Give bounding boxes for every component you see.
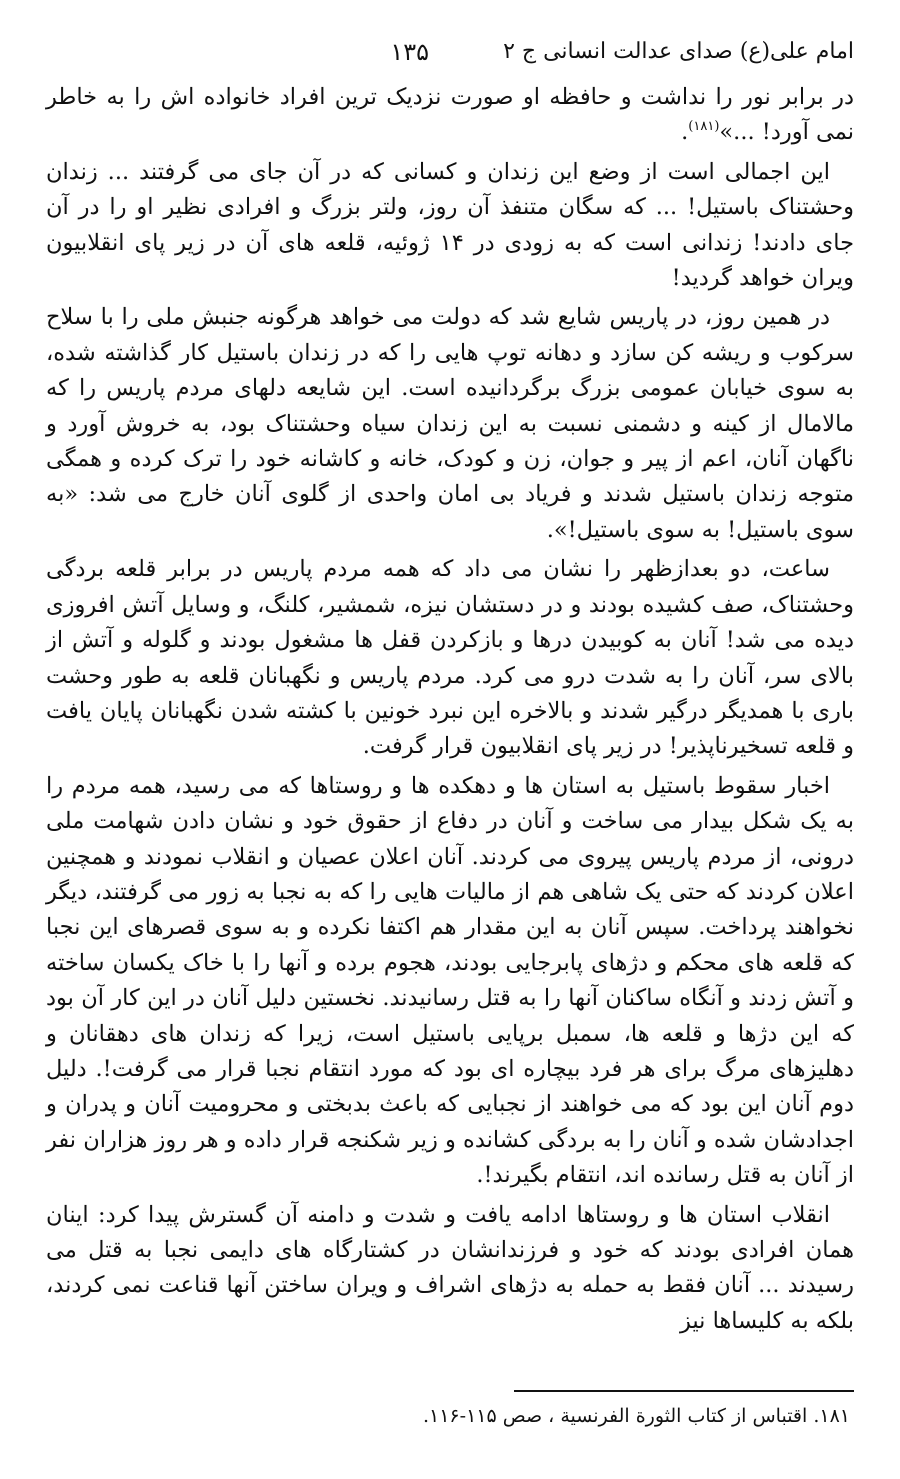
paragraph-1-text: در برابر نور را نداشت و حافظه او صورت نزدیک ترین افراد خانواده اش را به خاطر نمی آورد! ...» <box>46 84 854 146</box>
book-title: امام علی(ع) صدای عدالت انسانی ج ۲ <box>503 39 854 64</box>
paragraph-1 <box>46 80 854 151</box>
paragraph-2: این اجمالی است از وضع این زندان و کسانی که در آن جای می گرفتند ... زندان وحشتناک باستیل! ... که سگان متنفذ آن روز، ولتر بزرگ و افرادی نظیر او را در آن جای دادند! زندانی است که به زودی در ۱۴ ژوئیه، قلعه های آن در زیر پای انقلابیون ویران خواهد گردید! <box>46 158 854 292</box>
paragraph-1-end: . <box>681 119 689 146</box>
page-number: ۱۳۵ <box>390 38 429 66</box>
paragraph-4: ساعت، دو بعدازظهر را نشان می داد که همه مردم پاریس در برابر قلعه بردگی وحشتناک، صف کشیده بودند و در دستشان نیزه، شمشیر، کلنگ، و وسایل آتش افروزی دیده می شد! آنان به کوبیدن درها و بازکردن قفل ها مشغول بودند و گلوله و آتش از بالای سر، آنان را به شدت درو می کرد. مردم پاریس و نگهبانان قلعه به طور وحشت باری با همدیگر درگیر شدند و بالاخره این نبرد خونین با کشته شدن نگهبانان پایان یافت و قلعه تسخیرناپذیر! در زیر پای انقلابیون قرار گرفت. <box>46 556 854 760</box>
footnote: ۱۸۱. اقتباس از کتاب الثورة الفرنسیة ، صص ۱۱۵-۱۱۶. <box>422 1405 850 1427</box>
running-header <box>46 34 854 70</box>
footnote-reference: (۱۸۱) <box>688 119 720 135</box>
footnote-divider <box>514 1390 854 1392</box>
body-text <box>46 80 854 1339</box>
paragraph-5: اخبار سقوط باستیل به استان ها و دهکده ها و روستاها که می رسید، همه مردم را به یک شکل بیدار می ساخت و آنان در دفاع از حقوق خود و نشان دادن شهامت ملی درونی، از مردم پاریس پیروی می کردند. آنان اعلان عصیان و انقلاب نمودند و همچنین اعلان کردند که حتی یک شاهی هم از مالیات هایی را که به نجبا به زور می گرفتند، دیگر نخواهند پرداخت. سپس آنان به این مقدار هم اکتفا نکرده و به سوی قصرهای این نجبا که قلعه های محکم و دژهای پابرجایی بودند، هجوم برده و آنها را با خاک یکسان ساخته و آتش زدند و آنگاه ساکنان آنها را به قتل رسانیدند. نخستین دلیل آنان در این کار آن بود که این دژها و قلعه ها، سمبل برپایی باستیل است، زیرا که زندان های دهقانان و دهلیزهای مرگ برای هر فرد بیچاره ای بود که مورد انتقام نجبا قرار می گرفت!. دلیل دوم آنان این بود که می خواهند از نجبایی که باعث بدبختی و محرومیت آنان و پدران و اجدادشان شده و آنان را به بردگی کشانده و زیر شکنجه قرار داده و هر روز هزاران نفر از آنان به قتل رسانده اند، انتقام بگیرند!. <box>46 772 854 1189</box>
paragraph-6: انقلاب استان ها و روستاها ادامه یافت و شدت و دامنه آن گسترش پیدا کرد: اینان همان افرادی بودند که خود و فرزندانشان در کشتارگاه های دایمی نجبا به قتل می رسیدند ... آنان فقط به حمله به دژهای اشراف و ویران ساختن آنها قناعت نمی کردند، بلکه به کلیساها نیز <box>46 1201 854 1334</box>
paragraph-3: در همین روز، در پاریس شایع شد که دولت می خواهد هرگونه جنبش ملی را با سلاح سرکوب و ریشه کن سازد و دهانه توپ هایی را که در زندان باستیل کار گذاشته شده، به سوی خیابان عمومی بزرگ برگردانیده است. این شایعه دلهای مردم پاریس را که مالامال از کینه و دشمنی نسبت به این زندان سیاه وحشتناک بود، به خروش آورد و ناگهان آنان، اعم از پیر و جوان، زن و کودک، خانه و کاشانه خود را ترک کرده و همگی متوجه زندان باستیل شدند و فریاد بی امان واحدی از گلوی آنان خارج می شد: «به سوی باستیل! به سوی باستیل!». <box>46 304 854 543</box>
